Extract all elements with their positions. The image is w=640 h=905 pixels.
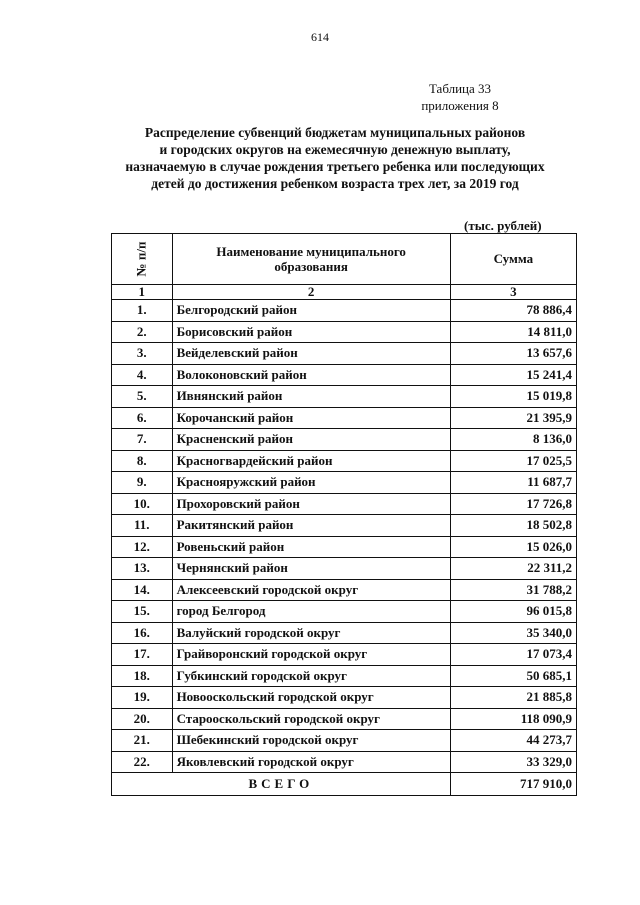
row-sum: 35 340,0 bbox=[450, 622, 576, 644]
row-sum: 14 811,0 bbox=[450, 321, 576, 343]
row-sum: 118 090,9 bbox=[450, 708, 576, 730]
row-sum: 13 657,6 bbox=[450, 343, 576, 365]
table-row bbox=[112, 364, 577, 386]
row-name: Грайворонский городской округ bbox=[172, 644, 450, 666]
row-number: 3. bbox=[112, 343, 173, 365]
row-number: 21. bbox=[112, 730, 173, 752]
table-row bbox=[112, 472, 577, 494]
table-row bbox=[112, 644, 577, 666]
row-name: Старооскольский городской округ bbox=[172, 708, 450, 730]
row-sum: 15 241,4 bbox=[450, 364, 576, 386]
index-cell: 1 bbox=[112, 285, 173, 300]
row-sum: 15 026,0 bbox=[450, 536, 576, 558]
row-name: Чернянский район bbox=[172, 558, 450, 580]
row-name: Корочанский район bbox=[172, 407, 450, 429]
row-number: 17. bbox=[112, 644, 173, 666]
page-number: 614 bbox=[311, 30, 329, 44]
row-number: 4. bbox=[112, 364, 173, 386]
row-name: Ракитянский район bbox=[172, 515, 450, 537]
table-row bbox=[112, 450, 577, 472]
row-name: Ровеньский район bbox=[172, 536, 450, 558]
table-reference bbox=[400, 80, 520, 114]
row-number: 12. bbox=[112, 536, 173, 558]
index-cell: 3 bbox=[450, 285, 576, 300]
row-name: Вейделевский район bbox=[172, 343, 450, 365]
row-sum: 17 073,4 bbox=[450, 644, 576, 666]
table-row bbox=[112, 708, 577, 730]
row-number: 14. bbox=[112, 579, 173, 601]
row-name: Ивнянский район bbox=[172, 386, 450, 408]
title-line4: детей до достижения ребенком возраста трех лет, за 2019 год bbox=[151, 176, 519, 191]
row-name: Красненский район bbox=[172, 429, 450, 451]
row-number: 22. bbox=[112, 751, 173, 773]
row-name: город Белгород bbox=[172, 601, 450, 623]
document-title bbox=[100, 124, 570, 192]
header-num bbox=[112, 234, 173, 285]
table-row bbox=[112, 751, 577, 773]
row-name: Белгородский район bbox=[172, 300, 450, 322]
table-row bbox=[112, 558, 577, 580]
table-body bbox=[112, 300, 577, 773]
row-sum: 96 015,8 bbox=[450, 601, 576, 623]
table-ref-line2: приложения 8 bbox=[421, 98, 499, 113]
row-sum: 50 685,1 bbox=[450, 665, 576, 687]
row-number: 13. bbox=[112, 558, 173, 580]
table-row bbox=[112, 493, 577, 515]
table-row bbox=[112, 407, 577, 429]
header-name-line2: образования bbox=[274, 259, 348, 274]
total-sum: 717 910,0 bbox=[450, 773, 576, 796]
row-name: Прохоровский район bbox=[172, 493, 450, 515]
row-number: 7. bbox=[112, 429, 173, 451]
total-row bbox=[112, 773, 577, 796]
row-number: 10. bbox=[112, 493, 173, 515]
header-name-line1: Наименование муниципального bbox=[216, 244, 406, 259]
header-row bbox=[112, 234, 577, 285]
row-sum: 17 726,8 bbox=[450, 493, 576, 515]
row-number: 8. bbox=[112, 450, 173, 472]
row-number: 19. bbox=[112, 687, 173, 709]
row-number: 1. bbox=[112, 300, 173, 322]
header-num-label: № п/п bbox=[133, 241, 149, 277]
title-line3: назначаемую в случае рождения третьего ребенка или последующих bbox=[125, 159, 545, 174]
row-number: 2. bbox=[112, 321, 173, 343]
title-line2: и городских округов на ежемесячную денежную выплату, bbox=[159, 142, 511, 157]
table-row bbox=[112, 579, 577, 601]
row-sum: 11 687,7 bbox=[450, 472, 576, 494]
header-name bbox=[172, 234, 450, 285]
table-row bbox=[112, 536, 577, 558]
row-number: 6. bbox=[112, 407, 173, 429]
table-ref-line1: Таблица 33 bbox=[428, 81, 492, 96]
row-name: Борисовский район bbox=[172, 321, 450, 343]
row-number: 11. bbox=[112, 515, 173, 537]
row-sum: 78 886,4 bbox=[450, 300, 576, 322]
subvention-table bbox=[111, 233, 577, 796]
row-sum: 17 025,5 bbox=[450, 450, 576, 472]
row-sum: 8 136,0 bbox=[450, 429, 576, 451]
row-name: Яковлевский городской округ bbox=[172, 751, 450, 773]
row-sum: 44 273,7 bbox=[450, 730, 576, 752]
row-sum: 21 885,8 bbox=[450, 687, 576, 709]
table-row bbox=[112, 343, 577, 365]
row-number: 5. bbox=[112, 386, 173, 408]
table-row bbox=[112, 429, 577, 451]
header-sum: Сумма bbox=[450, 234, 576, 285]
row-sum: 21 395,9 bbox=[450, 407, 576, 429]
row-name: Краснояружский район bbox=[172, 472, 450, 494]
table-row bbox=[112, 730, 577, 752]
row-sum: 33 329,0 bbox=[450, 751, 576, 773]
units-label: (тыс. рублей) bbox=[464, 218, 542, 233]
table-row bbox=[112, 687, 577, 709]
row-number: 18. bbox=[112, 665, 173, 687]
row-name: Новооскольский городской округ bbox=[172, 687, 450, 709]
row-number: 15. bbox=[112, 601, 173, 623]
table-row bbox=[112, 601, 577, 623]
row-number: 20. bbox=[112, 708, 173, 730]
row-number: 16. bbox=[112, 622, 173, 644]
table-row bbox=[112, 321, 577, 343]
index-cell: 2 bbox=[172, 285, 450, 300]
row-sum: 18 502,8 bbox=[450, 515, 576, 537]
table-row bbox=[112, 622, 577, 644]
title-line1: Распределение субвенций бюджетам муниципальных районов bbox=[144, 125, 526, 140]
row-name: Губкинский городской округ bbox=[172, 665, 450, 687]
table-row bbox=[112, 300, 577, 322]
row-sum: 22 311,2 bbox=[450, 558, 576, 580]
row-name: Красногвардейский район bbox=[172, 450, 450, 472]
table-row bbox=[112, 665, 577, 687]
table-row bbox=[112, 386, 577, 408]
index-row bbox=[112, 285, 577, 300]
row-name: Шебекинский городской округ bbox=[172, 730, 450, 752]
row-sum: 15 019,8 bbox=[450, 386, 576, 408]
row-name: Валуйский городской округ bbox=[172, 622, 450, 644]
table-row bbox=[112, 515, 577, 537]
row-name: Алексеевский городской округ bbox=[172, 579, 450, 601]
row-number: 9. bbox=[112, 472, 173, 494]
row-sum: 31 788,2 bbox=[450, 579, 576, 601]
row-name: Волоконовский район bbox=[172, 364, 450, 386]
total-label: ВСЕГО bbox=[112, 773, 451, 796]
